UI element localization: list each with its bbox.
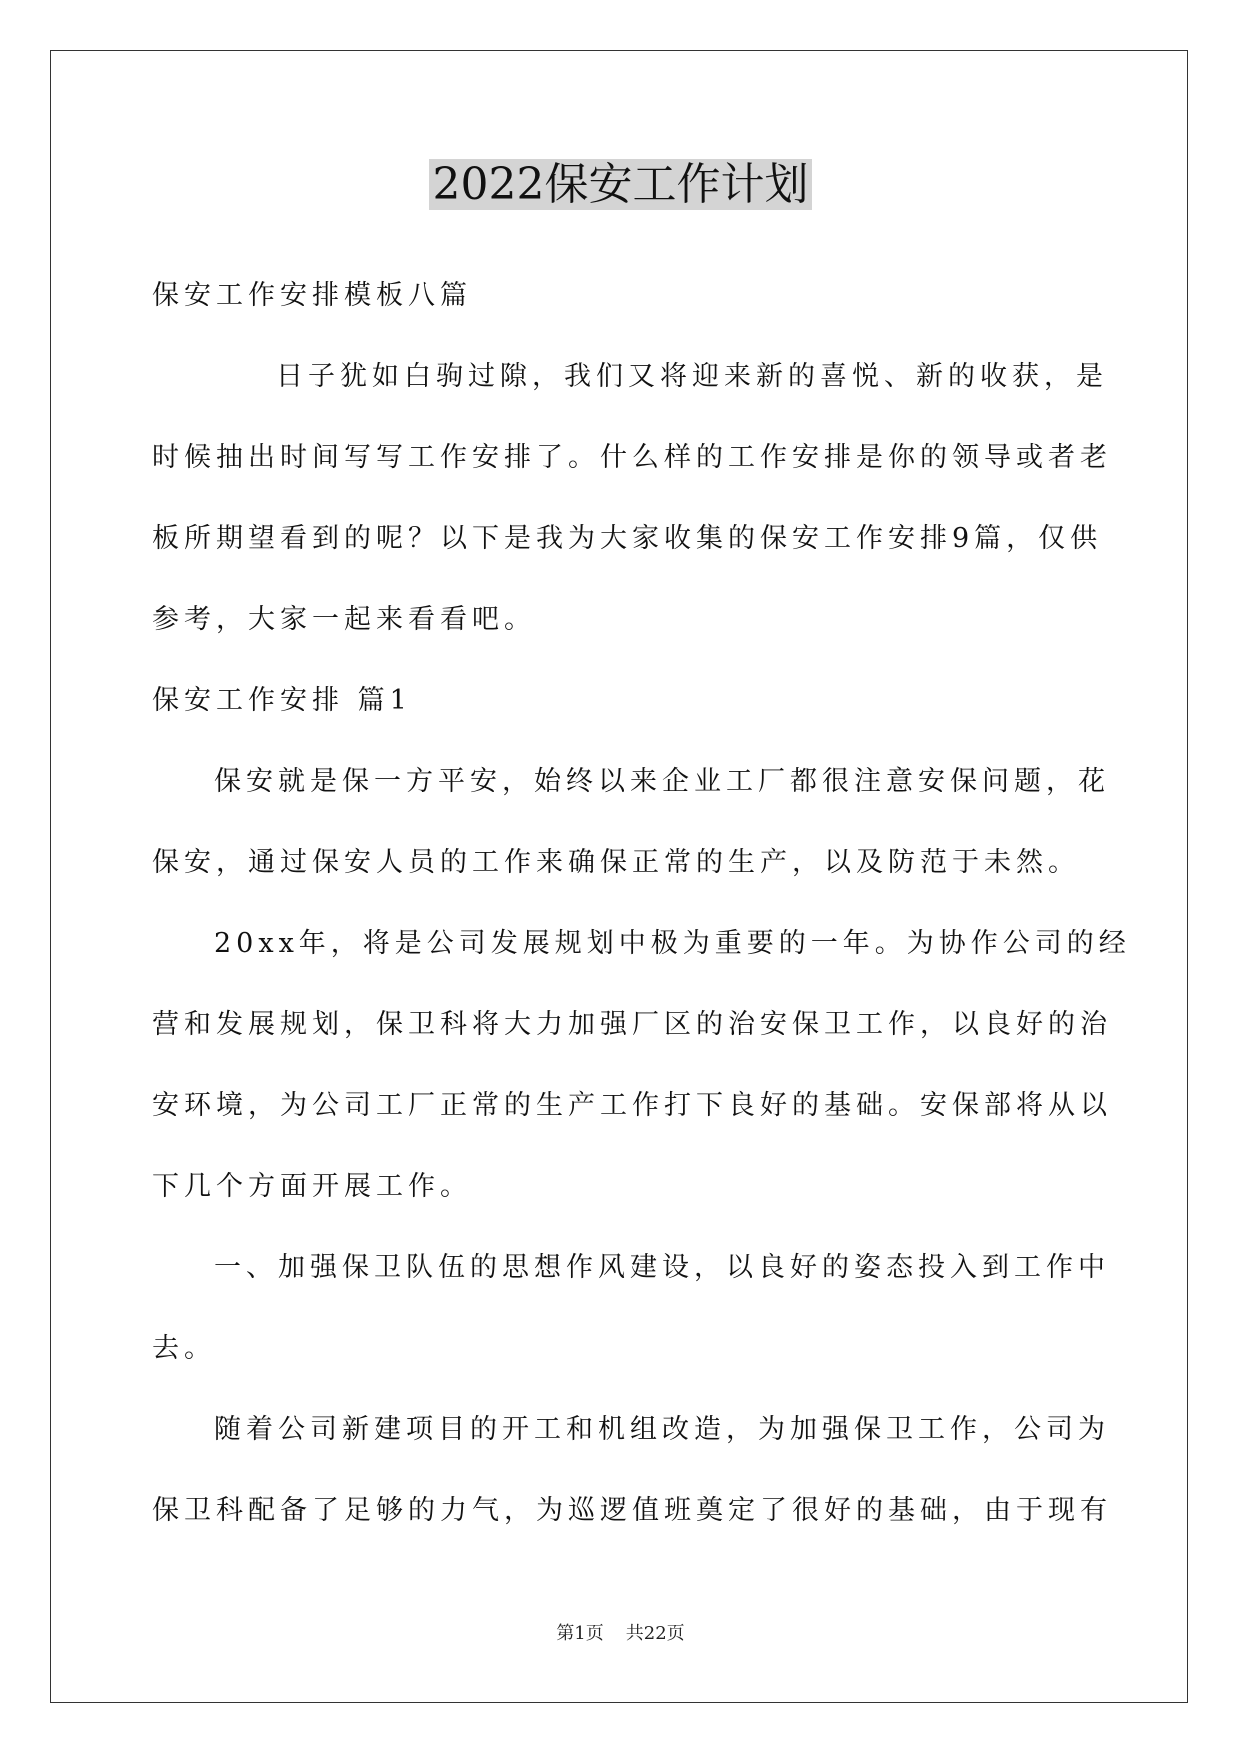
paragraph-line: 营和发展规划，保卫科将大力加强厂区的治安保卫工作，以良好的治 [152,1009,1112,1040]
paragraph-line: 时候抽出时间写写工作安排了。什么样的工作安排是你的领导或者老 [152,442,1112,473]
paragraph-line: 去。 [152,1333,216,1364]
paragraph-line: 参考，大家一起来看看吧。 [152,604,536,635]
paragraph-line: 保安，通过保安人员的工作来确保正常的生产，以及防范于未然。 [152,847,1080,878]
page-number: 第1页 [556,1623,604,1644]
page-total: 共22页 [625,1623,685,1644]
paragraph-line: 保卫科配备了足够的力气，为巡逻值班奠定了很好的基础，由于现有 [152,1495,1112,1526]
paragraph-line: 下几个方面开展工作。 [152,1171,472,1202]
document-title [0,155,1241,215]
document-title-text: 2022保安工作计划 [429,159,813,210]
paragraph-line: 随着公司新建项目的开工和机组改造，为加强保卫工作，公司为 [214,1414,1110,1445]
subtitle-line: 保安工作安排模板八篇 [152,280,472,311]
section-heading: 保安工作安排 篇1 [152,685,412,716]
paragraph-line: 板所期望看到的呢？以下是我为大家收集的保安工作安排9篇，仅供 [152,523,1103,554]
paragraph-line: 保安就是保一方平安，始终以来企业工厂都很注意安保问题，花 [214,766,1110,797]
page-footer [0,1622,1241,1646]
paragraph-line: 安环境，为公司工厂正常的生产工作打下良好的基础。安保部将从以 [152,1090,1112,1121]
document-body [152,255,1131,1551]
paragraph-line: 一、加强保卫队伍的思想作风建设，以良好的姿态投入到工作中 [214,1252,1110,1283]
paragraph-line: 20xx年，将是公司发展规划中极为重要的一年。为协作公司的经 [214,928,1131,959]
paragraph-line: 日子犹如白驹过隙，我们又将迎来新的喜悦、新的收获，是 [276,361,1108,392]
